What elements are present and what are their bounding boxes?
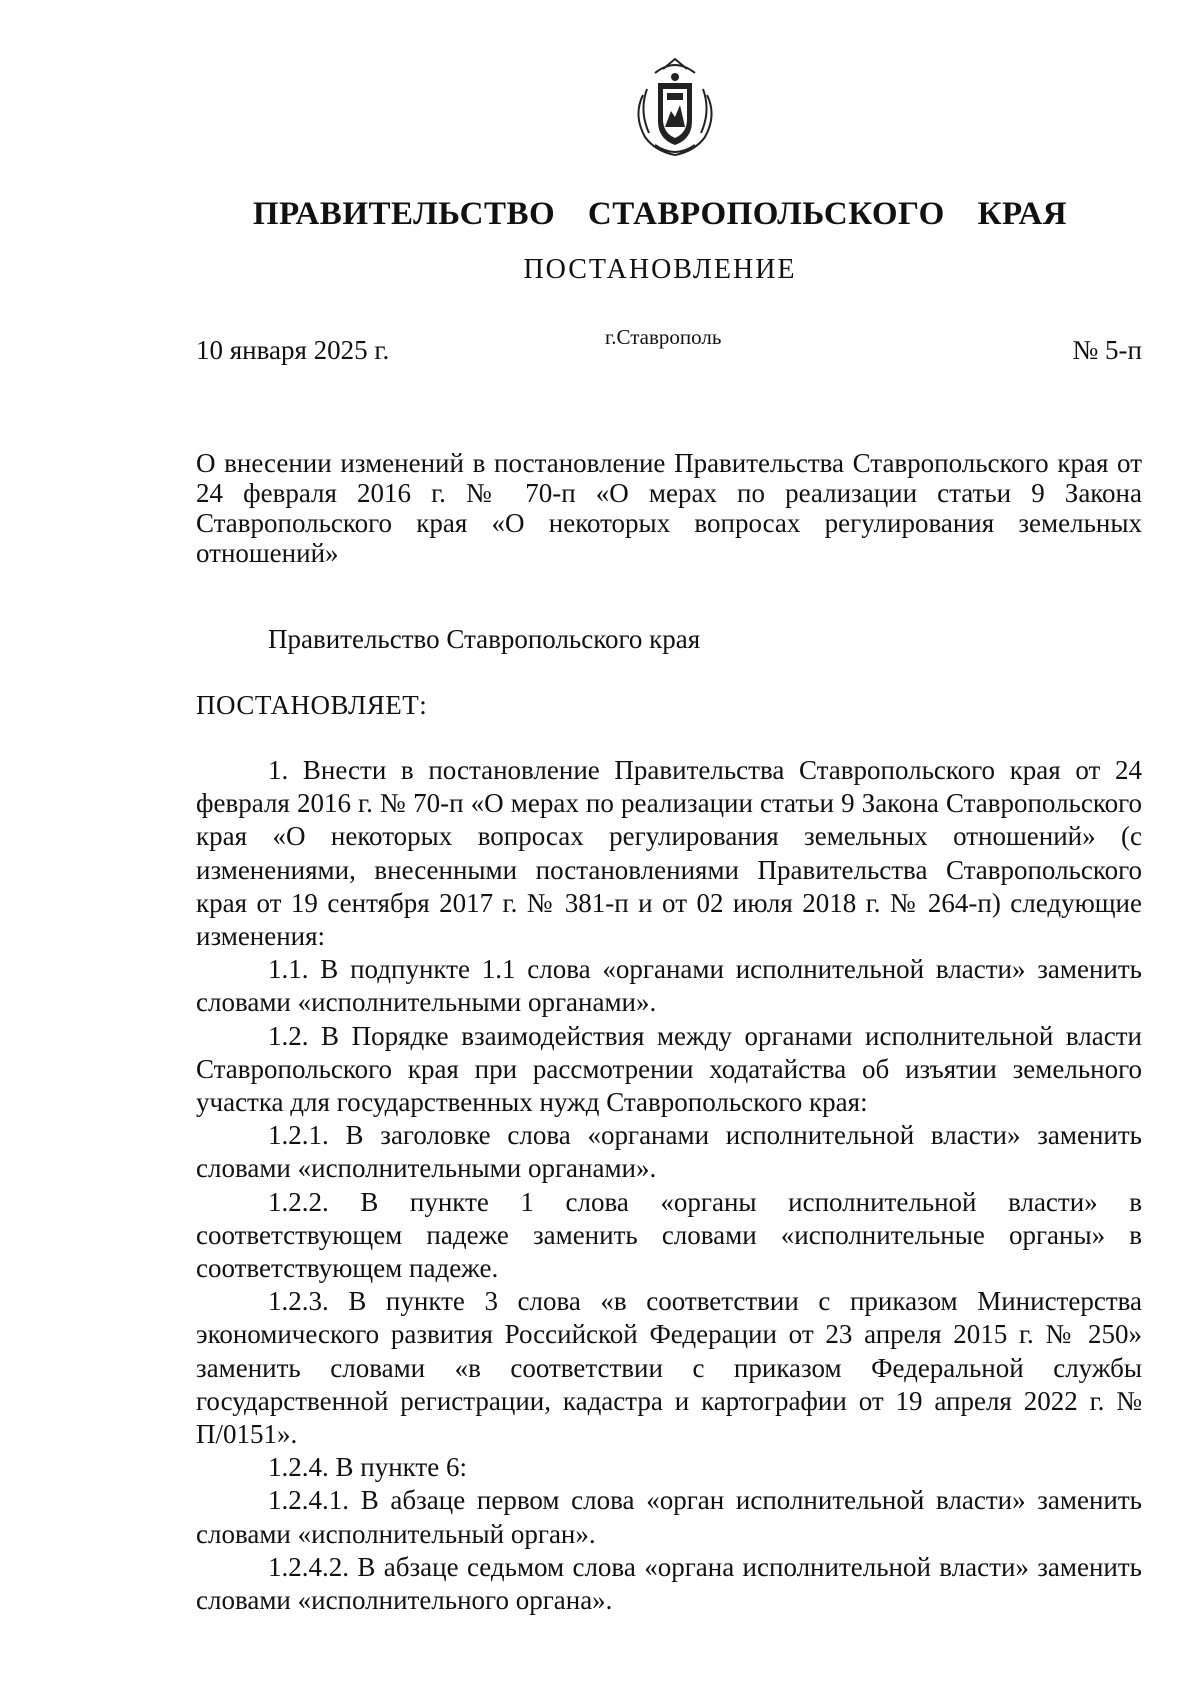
paragraph-1-2-4: 1.2.4. В пункте 6: bbox=[268, 1452, 467, 1483]
paragraph-1-2-4-2: 1.2.4.2. В абзаце седьмом слова «органа исполнительной власти» заменить словами «исполнительного органа». bbox=[196, 1551, 1142, 1616]
document-subject: О внесении изменений в постановление Правительства Ставропольского края от 24 февраля 2016 г. № 70-п «О мерах по реализации статьи 9 Закона Ставропольского края «О некоторых вопросах регулирования земельных отношений» bbox=[196, 448, 1142, 568]
stavropol-coat-of-arms-icon bbox=[625, 55, 725, 163]
paragraph-1: 1. Внести в постановление Правительства Ставропольского края от 24 февраля 2016 г. № 70-п «О мерах по реализации статьи 9 Закона Ставропольского края «О некоторых вопросах регулирования земельных отношений» (с изменениями, внесенными постановлениями Правительства Ставропольского края от 19 сентября 2017 г. № 381-п и от 02 июля 2018 г. № 264-п) следующие изменения: bbox=[196, 755, 1142, 952]
paragraph-1-2-2: 1.2.2. В пункте 1 слова «органы исполнительной власти» в соответствующем падеже заменить словами «исполнительные органы» в соответствующем падеже. bbox=[196, 1186, 1142, 1284]
paragraph-1-2: 1.2. В Порядке взаимодействия между органами исполнительной власти Ставропольского края при рассмотрении ходатайства об изъятии земельного участка для государственных нужд Ставропольского края: bbox=[196, 1020, 1142, 1118]
document-date: 10 января 2025 г. bbox=[196, 335, 390, 365]
paragraph-1-2-3: 1.2.3. В пункте 3 слова «в соответствии с приказом Министерства экономического развития Российской Федерации от 23 апреля 2015 г. № 250» заменить словами «в соответствии с приказом Федеральной службы государственной регистрации, кадастра и картографии от 19 апреля 2022 г. № П/0151». bbox=[196, 1286, 1142, 1450]
document-city: г.Ставрополь bbox=[605, 325, 722, 349]
paragraph-1-2-4-1: 1.2.4.1. В абзаце первом слова «орган исполнительной власти» заменить словами «исполнительный орган». bbox=[196, 1485, 1142, 1549]
document-type: ПОСТАНОВЛЕНИЕ bbox=[523, 254, 797, 285]
paragraph-1-1: 1.1. В подпункте 1.1 слова «органами исполнительной власти» заменить словами «исполнительными органами». bbox=[196, 954, 1142, 1018]
document-number: № 5-п bbox=[1072, 335, 1142, 365]
decree-heading: ПОСТАНОВЛЯЕТ: bbox=[196, 690, 428, 720]
government-title: ПРАВИТЕЛЬСТВО СТАВРОПОЛЬСКОГО КРАЯ bbox=[252, 196, 1068, 232]
paragraph-1-2-1: 1.2.1. В заголовке слова «органами исполнительной власти» заменить словами «исполнительными органами». bbox=[196, 1120, 1142, 1184]
preamble-government: Правительство Ставропольского края bbox=[268, 624, 701, 654]
document-body bbox=[196, 754, 1142, 1617]
